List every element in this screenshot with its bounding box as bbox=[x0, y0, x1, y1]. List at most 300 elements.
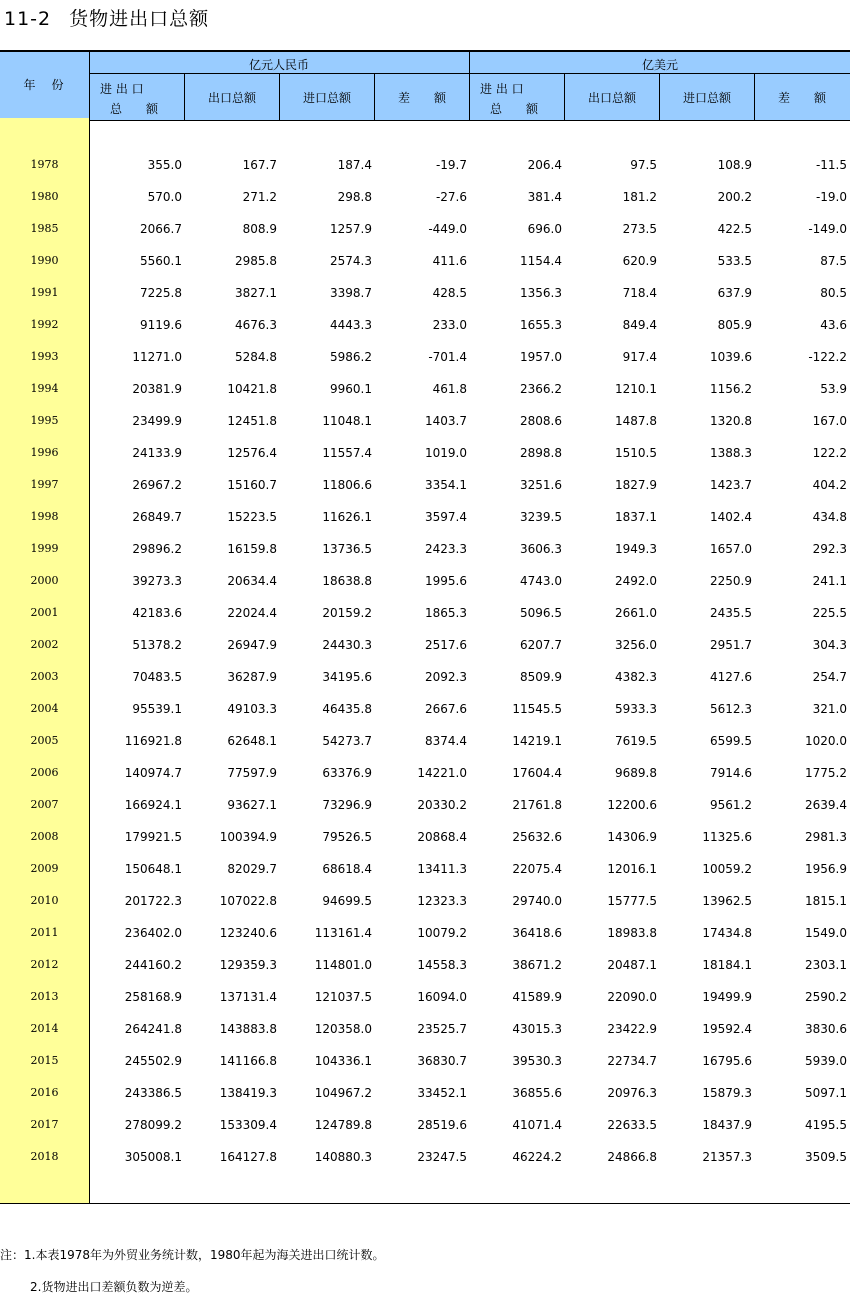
row-value: 23422.9 bbox=[607, 1022, 657, 1036]
row-value: -701.4 bbox=[428, 350, 467, 364]
header-divider bbox=[374, 73, 375, 120]
row-value: 39273.3 bbox=[132, 574, 182, 588]
row-value: 97.5 bbox=[630, 158, 657, 172]
row-value: 23499.9 bbox=[132, 414, 182, 428]
row-value: 258168.9 bbox=[124, 990, 182, 1004]
row-year: 2014 bbox=[30, 1022, 59, 1035]
row-value: 271.2 bbox=[242, 190, 277, 204]
row-value: 104967.2 bbox=[314, 1086, 372, 1100]
row-value: 2985.8 bbox=[235, 254, 277, 268]
row-value: 304.3 bbox=[812, 638, 847, 652]
row-year: 1994 bbox=[30, 382, 59, 395]
table-row bbox=[0, 565, 850, 597]
row-value: 1210.1 bbox=[615, 382, 657, 396]
row-value: 116921.8 bbox=[124, 734, 182, 748]
row-value: 1257.9 bbox=[330, 222, 372, 236]
row-year: 1993 bbox=[30, 350, 59, 363]
row-value: 153309.4 bbox=[219, 1118, 277, 1132]
row-value: 241.1 bbox=[812, 574, 847, 588]
row-value: 114801.0 bbox=[314, 958, 372, 972]
row-value: 3597.4 bbox=[425, 510, 467, 524]
row-year: 2016 bbox=[30, 1086, 59, 1099]
row-value: 696.0 bbox=[527, 222, 562, 236]
table-row bbox=[0, 181, 850, 213]
row-value: 1019.0 bbox=[425, 446, 467, 460]
row-value: 21357.3 bbox=[702, 1150, 752, 1164]
row-value: -449.0 bbox=[428, 222, 467, 236]
row-value: 63376.9 bbox=[322, 766, 372, 780]
row-value: -19.7 bbox=[435, 158, 467, 172]
row-value: 36287.9 bbox=[227, 670, 277, 684]
row-year: 1998 bbox=[30, 510, 59, 523]
row-value: 138419.3 bbox=[219, 1086, 277, 1100]
row-value: 201722.3 bbox=[124, 894, 182, 908]
header-usd-import: 进口总额 bbox=[682, 91, 731, 105]
row-value: 9119.6 bbox=[140, 318, 182, 332]
row-value: 16795.6 bbox=[702, 1054, 752, 1068]
row-value: 1020.0 bbox=[805, 734, 847, 748]
row-value: 20868.4 bbox=[417, 830, 467, 844]
row-value: 42183.6 bbox=[132, 606, 182, 620]
row-value: 43015.3 bbox=[512, 1022, 562, 1036]
row-value: 243386.5 bbox=[124, 1086, 182, 1100]
row-value: 5612.3 bbox=[710, 702, 752, 716]
row-value: 167.0 bbox=[812, 414, 847, 428]
row-value: 18437.9 bbox=[702, 1118, 752, 1132]
row-year: 2009 bbox=[30, 862, 59, 875]
row-value: 2590.2 bbox=[805, 990, 847, 1004]
row-value: 422.5 bbox=[717, 222, 752, 236]
page-title bbox=[4, 4, 209, 31]
row-year: 2002 bbox=[30, 638, 59, 651]
table-row bbox=[0, 853, 850, 885]
row-value: 41071.4 bbox=[512, 1118, 562, 1132]
row-value: -19.0 bbox=[815, 190, 847, 204]
row-value: 273.5 bbox=[622, 222, 657, 236]
row-value: 404.2 bbox=[812, 478, 847, 492]
row-value: 1815.1 bbox=[805, 894, 847, 908]
row-value: 77597.9 bbox=[227, 766, 277, 780]
row-value: 10421.8 bbox=[227, 382, 277, 396]
row-value: 181.2 bbox=[622, 190, 657, 204]
row-value: 141166.8 bbox=[219, 1054, 277, 1068]
header-group-usd: 亿美元 bbox=[641, 58, 678, 72]
row-value: 1423.7 bbox=[710, 478, 752, 492]
header-divider bbox=[659, 73, 660, 120]
row-value: 100394.9 bbox=[219, 830, 277, 844]
row-value: 12451.8 bbox=[227, 414, 277, 428]
row-value: 8509.9 bbox=[520, 670, 562, 684]
header-rmb-balance: 差 额 bbox=[397, 91, 446, 105]
row-value: 18184.1 bbox=[702, 958, 752, 972]
row-value: 18983.8 bbox=[607, 926, 657, 940]
header-usd-total-bottom: 总 额 bbox=[490, 102, 539, 116]
table-row bbox=[0, 1013, 850, 1045]
row-value: 3827.1 bbox=[235, 286, 277, 300]
row-value: 254.7 bbox=[812, 670, 847, 684]
row-value: 16094.0 bbox=[417, 990, 467, 1004]
row-value: 24866.8 bbox=[607, 1150, 657, 1164]
row-value: 5096.5 bbox=[520, 606, 562, 620]
table-row bbox=[0, 501, 850, 533]
row-value: 1320.8 bbox=[710, 414, 752, 428]
row-value: 5284.8 bbox=[235, 350, 277, 364]
row-value: 122.2 bbox=[812, 446, 847, 460]
row-value: 9960.1 bbox=[330, 382, 372, 396]
row-value: 7225.8 bbox=[140, 286, 182, 300]
row-value: 1356.3 bbox=[520, 286, 562, 300]
row-value: 104336.1 bbox=[314, 1054, 372, 1068]
table-row bbox=[0, 1077, 850, 1109]
header-divider bbox=[89, 52, 90, 120]
row-value: 150648.1 bbox=[124, 862, 182, 876]
table-row bbox=[0, 917, 850, 949]
row-value: 13962.5 bbox=[702, 894, 752, 908]
row-value: 1657.0 bbox=[710, 542, 752, 556]
row-value: 718.4 bbox=[622, 286, 657, 300]
row-value: 20381.9 bbox=[132, 382, 182, 396]
row-value: 9689.8 bbox=[615, 766, 657, 780]
row-value: 1487.8 bbox=[615, 414, 657, 428]
row-value: 24133.9 bbox=[132, 446, 182, 460]
row-value: 143883.8 bbox=[219, 1022, 277, 1036]
row-year: 1985 bbox=[30, 222, 59, 235]
row-value: 39530.3 bbox=[512, 1054, 562, 1068]
row-year: 1980 bbox=[30, 190, 59, 203]
row-value: 25632.6 bbox=[512, 830, 562, 844]
row-value: 164127.8 bbox=[219, 1150, 277, 1164]
table-row bbox=[0, 885, 850, 917]
row-value: 2667.6 bbox=[425, 702, 467, 716]
table-bottom-border bbox=[0, 1203, 850, 1204]
row-value: 5986.2 bbox=[330, 350, 372, 364]
row-value: 36855.6 bbox=[512, 1086, 562, 1100]
row-value: 428.5 bbox=[432, 286, 467, 300]
row-value: 1402.4 bbox=[710, 510, 752, 524]
row-value: 33452.1 bbox=[417, 1086, 467, 1100]
row-value: 1995.6 bbox=[425, 574, 467, 588]
table-row bbox=[0, 597, 850, 629]
row-value: 2951.7 bbox=[710, 638, 752, 652]
row-value: 43.6 bbox=[820, 318, 847, 332]
header-usd-balance: 差 额 bbox=[777, 91, 826, 105]
row-year: 2012 bbox=[30, 958, 59, 971]
header-rmb-total-bottom: 总 额 bbox=[110, 102, 159, 116]
row-value: 245502.9 bbox=[124, 1054, 182, 1068]
row-year: 1999 bbox=[30, 542, 59, 555]
row-value: 2661.0 bbox=[615, 606, 657, 620]
row-year: 1991 bbox=[30, 286, 59, 299]
row-value: 1956.9 bbox=[805, 862, 847, 876]
header-divider bbox=[564, 73, 565, 120]
row-value: 15879.3 bbox=[702, 1086, 752, 1100]
row-value: 321.0 bbox=[812, 702, 847, 716]
row-value: 94699.5 bbox=[322, 894, 372, 908]
header-group-rmb: 亿元人民币 bbox=[248, 58, 309, 72]
row-value: 140974.7 bbox=[124, 766, 182, 780]
row-value: 4382.3 bbox=[615, 670, 657, 684]
table-row bbox=[0, 981, 850, 1013]
table-number: 11-2 bbox=[4, 8, 52, 30]
table-row bbox=[0, 245, 850, 277]
row-value: 20634.4 bbox=[227, 574, 277, 588]
row-value: 167.7 bbox=[242, 158, 277, 172]
row-value: 113161.4 bbox=[314, 926, 372, 940]
row-value: 2574.3 bbox=[330, 254, 372, 268]
row-value: 3509.5 bbox=[805, 1150, 847, 1164]
row-value: 244160.2 bbox=[124, 958, 182, 972]
row-value: 11048.1 bbox=[322, 414, 372, 428]
row-value: 15777.5 bbox=[607, 894, 657, 908]
row-value: 20330.2 bbox=[417, 798, 467, 812]
row-value: 16159.8 bbox=[227, 542, 277, 556]
row-year: 2008 bbox=[30, 830, 59, 843]
row-value: 13736.5 bbox=[322, 542, 372, 556]
footnote-2: 2.货物进出口差额负数为逆差。 bbox=[30, 1280, 198, 1294]
row-value: 140880.3 bbox=[314, 1150, 372, 1164]
row-value: 4195.5 bbox=[805, 1118, 847, 1132]
row-value: 20976.3 bbox=[607, 1086, 657, 1100]
row-value: 54273.7 bbox=[322, 734, 372, 748]
row-value: 28519.6 bbox=[417, 1118, 467, 1132]
row-value: 124789.8 bbox=[314, 1118, 372, 1132]
table-row bbox=[0, 309, 850, 341]
row-value: 225.5 bbox=[812, 606, 847, 620]
row-value: 13411.3 bbox=[417, 862, 467, 876]
row-value: 11626.1 bbox=[322, 510, 372, 524]
row-value: 4127.6 bbox=[710, 670, 752, 684]
table-row bbox=[0, 661, 850, 693]
row-value: 22075.4 bbox=[512, 862, 562, 876]
row-value: 51378.2 bbox=[132, 638, 182, 652]
row-value: 2639.4 bbox=[805, 798, 847, 812]
table-row bbox=[0, 949, 850, 981]
row-value: 2066.7 bbox=[140, 222, 182, 236]
table-row bbox=[0, 149, 850, 181]
table-row bbox=[0, 213, 850, 245]
row-value: 129359.3 bbox=[219, 958, 277, 972]
row-year: 2011 bbox=[30, 926, 59, 939]
row-value: 3830.6 bbox=[805, 1022, 847, 1036]
row-value: 53.9 bbox=[820, 382, 847, 396]
row-value: 29740.0 bbox=[512, 894, 562, 908]
row-value: 461.8 bbox=[432, 382, 467, 396]
header-rmb-import: 进口总额 bbox=[302, 91, 351, 105]
row-value: 12576.4 bbox=[227, 446, 277, 460]
header-usd-export: 出口总额 bbox=[587, 91, 636, 105]
row-value: 2898.8 bbox=[520, 446, 562, 460]
row-value: 5933.3 bbox=[615, 702, 657, 716]
row-value: 12200.6 bbox=[607, 798, 657, 812]
row-value: 26967.2 bbox=[132, 478, 182, 492]
row-value: 1154.4 bbox=[520, 254, 562, 268]
row-year: 2015 bbox=[30, 1054, 59, 1067]
row-value: 3606.3 bbox=[520, 542, 562, 556]
row-value: 14558.3 bbox=[417, 958, 467, 972]
row-value: 22024.4 bbox=[227, 606, 277, 620]
row-value: 121037.5 bbox=[314, 990, 372, 1004]
header-rmb-export: 出口总额 bbox=[207, 91, 256, 105]
row-value: 5097.1 bbox=[805, 1086, 847, 1100]
row-value: -27.6 bbox=[435, 190, 467, 204]
row-value: 2981.3 bbox=[805, 830, 847, 844]
row-value: 4743.0 bbox=[520, 574, 562, 588]
row-value: 20487.1 bbox=[607, 958, 657, 972]
row-value: 264241.8 bbox=[124, 1022, 182, 1036]
row-value: 1827.9 bbox=[615, 478, 657, 492]
row-value: 22633.5 bbox=[607, 1118, 657, 1132]
row-year: 2005 bbox=[30, 734, 59, 747]
row-value: 10059.2 bbox=[702, 862, 752, 876]
row-value: 49103.3 bbox=[227, 702, 277, 716]
row-value: 411.6 bbox=[432, 254, 467, 268]
row-value: 36418.6 bbox=[512, 926, 562, 940]
row-value: 1775.2 bbox=[805, 766, 847, 780]
row-year: 2007 bbox=[30, 798, 59, 811]
row-year: 1992 bbox=[30, 318, 59, 331]
row-value: 1156.2 bbox=[710, 382, 752, 396]
row-value: 808.9 bbox=[242, 222, 277, 236]
header-year: 年 份 bbox=[23, 78, 66, 92]
row-year: 1997 bbox=[30, 478, 59, 491]
table-row bbox=[0, 725, 850, 757]
table-row bbox=[0, 277, 850, 309]
table-row bbox=[0, 341, 850, 373]
row-value: -122.2 bbox=[808, 350, 847, 364]
row-year: 2004 bbox=[30, 702, 59, 715]
row-value: 17434.8 bbox=[702, 926, 752, 940]
row-year: 2013 bbox=[30, 990, 59, 1003]
row-value: 17604.4 bbox=[512, 766, 562, 780]
row-value: -149.0 bbox=[808, 222, 847, 236]
row-year: 2017 bbox=[30, 1118, 59, 1131]
table-row bbox=[0, 821, 850, 853]
row-value: 46435.8 bbox=[322, 702, 372, 716]
row-value: 1949.3 bbox=[615, 542, 657, 556]
row-value: 2303.1 bbox=[805, 958, 847, 972]
row-value: 41589.9 bbox=[512, 990, 562, 1004]
row-value: 80.5 bbox=[820, 286, 847, 300]
row-value: 637.9 bbox=[717, 286, 752, 300]
table-row bbox=[0, 1109, 850, 1141]
row-value: 6207.7 bbox=[520, 638, 562, 652]
row-value: 11271.0 bbox=[132, 350, 182, 364]
row-value: 2435.5 bbox=[710, 606, 752, 620]
row-year: 2003 bbox=[30, 670, 59, 683]
row-value: 11545.5 bbox=[512, 702, 562, 716]
row-value: 1655.3 bbox=[520, 318, 562, 332]
header-usd-total-top: 进 出 口 bbox=[480, 82, 524, 96]
row-year: 1990 bbox=[30, 254, 59, 267]
row-value: 5939.0 bbox=[805, 1054, 847, 1068]
row-value: 236402.0 bbox=[124, 926, 182, 940]
row-value: 123240.6 bbox=[219, 926, 277, 940]
row-value: 26849.7 bbox=[132, 510, 182, 524]
row-value: 23247.5 bbox=[417, 1150, 467, 1164]
row-value: 46224.2 bbox=[512, 1150, 562, 1164]
row-value: 19499.9 bbox=[702, 990, 752, 1004]
row-value: 79526.5 bbox=[322, 830, 372, 844]
row-value: 2517.6 bbox=[425, 638, 467, 652]
row-value: 62648.1 bbox=[227, 734, 277, 748]
row-value: 187.4 bbox=[337, 158, 372, 172]
row-value: 21761.8 bbox=[512, 798, 562, 812]
row-year: 2018 bbox=[30, 1150, 59, 1163]
row-value: 12016.1 bbox=[607, 862, 657, 876]
row-value: 849.4 bbox=[622, 318, 657, 332]
row-value: 19592.4 bbox=[702, 1022, 752, 1036]
table-row bbox=[0, 1141, 850, 1173]
row-value: 8374.4 bbox=[425, 734, 467, 748]
row-value: 7619.5 bbox=[615, 734, 657, 748]
table-row bbox=[0, 437, 850, 469]
row-value: 179921.5 bbox=[124, 830, 182, 844]
table-row bbox=[0, 629, 850, 661]
header-rmb-total-top: 进 出 口 bbox=[100, 82, 144, 96]
row-year: 2006 bbox=[30, 766, 59, 779]
row-value: 3354.1 bbox=[425, 478, 467, 492]
footnote-1: 注：1.本表1978年为外贸业务统计数，1980年起为海关进出口统计数。 bbox=[0, 1248, 385, 1262]
row-value: 1549.0 bbox=[805, 926, 847, 940]
row-value: 120358.0 bbox=[314, 1022, 372, 1036]
row-value: 1865.3 bbox=[425, 606, 467, 620]
row-value: 305008.1 bbox=[124, 1150, 182, 1164]
table-row bbox=[0, 693, 850, 725]
row-value: -11.5 bbox=[815, 158, 847, 172]
table-row bbox=[0, 789, 850, 821]
row-value: 533.5 bbox=[717, 254, 752, 268]
row-value: 166924.1 bbox=[124, 798, 182, 812]
row-value: 2423.3 bbox=[425, 542, 467, 556]
row-value: 3398.7 bbox=[330, 286, 372, 300]
table-row bbox=[0, 373, 850, 405]
row-value: 2366.2 bbox=[520, 382, 562, 396]
row-value: 107022.8 bbox=[219, 894, 277, 908]
row-value: 7914.6 bbox=[710, 766, 752, 780]
row-value: 38671.2 bbox=[512, 958, 562, 972]
row-value: 434.8 bbox=[812, 510, 847, 524]
table-row bbox=[0, 1045, 850, 1077]
row-value: 11806.6 bbox=[322, 478, 372, 492]
row-value: 1039.6 bbox=[710, 350, 752, 364]
row-value: 73296.9 bbox=[322, 798, 372, 812]
row-value: 14221.0 bbox=[417, 766, 467, 780]
row-value: 3251.6 bbox=[520, 478, 562, 492]
row-value: 1388.3 bbox=[710, 446, 752, 460]
row-year: 2010 bbox=[30, 894, 59, 907]
row-value: 34195.6 bbox=[322, 670, 372, 684]
row-value: 108.9 bbox=[717, 158, 752, 172]
row-value: 570.0 bbox=[147, 190, 182, 204]
header-divider bbox=[469, 52, 470, 120]
row-value: 15160.7 bbox=[227, 478, 277, 492]
row-value: 23525.7 bbox=[417, 1022, 467, 1036]
row-value: 917.4 bbox=[622, 350, 657, 364]
table-row bbox=[0, 405, 850, 437]
row-value: 4676.3 bbox=[235, 318, 277, 332]
row-value: 93627.1 bbox=[227, 798, 277, 812]
row-value: 2808.6 bbox=[520, 414, 562, 428]
row-value: 137131.4 bbox=[219, 990, 277, 1004]
row-value: 95539.1 bbox=[132, 702, 182, 716]
table-title: 货物进出口总额 bbox=[69, 8, 210, 30]
row-value: 20159.2 bbox=[322, 606, 372, 620]
row-value: 26947.9 bbox=[227, 638, 277, 652]
row-value: 9561.2 bbox=[710, 798, 752, 812]
table-header bbox=[0, 50, 850, 121]
row-value: 3256.0 bbox=[615, 638, 657, 652]
row-value: 5560.1 bbox=[140, 254, 182, 268]
